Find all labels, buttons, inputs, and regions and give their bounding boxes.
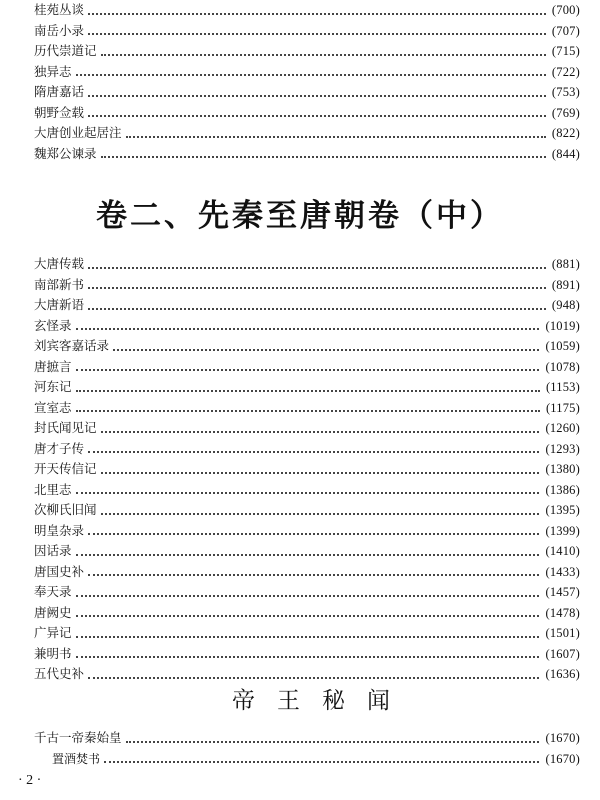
- toc-entry-title: 大唐传载: [34, 256, 85, 271]
- toc-entry: [34, 0, 580, 21]
- dot-leader: [76, 586, 540, 597]
- toc-entry-title: 刘宾客嘉话录: [34, 338, 110, 353]
- toc-entry: [34, 459, 580, 480]
- toc-entry: [34, 603, 580, 624]
- dot-leader: [126, 732, 540, 743]
- toc-entry: [34, 316, 580, 337]
- toc-entry-title: 朝野佥载: [34, 104, 85, 120]
- toc-entry: [34, 62, 580, 83]
- toc-entry-page: (753): [551, 85, 580, 99]
- toc-entry-title: 大唐新语: [34, 297, 85, 312]
- toc-entry-page: (1386): [545, 482, 580, 497]
- dot-leader: [88, 442, 539, 453]
- toc-entry-title: 奉天录: [34, 584, 72, 599]
- dot-leader: [101, 147, 546, 158]
- toc-entry: [34, 82, 580, 103]
- toc-entry-title: 隋唐嘉话: [34, 84, 85, 99]
- toc-entry-page: (1059): [545, 339, 580, 353]
- toc-entry-page: (1395): [545, 503, 580, 517]
- toc-entry: [34, 562, 580, 583]
- toc-entry-title: 封氏闻见记: [34, 420, 97, 435]
- toc-entry: [34, 357, 580, 378]
- toc-entry-title: 独异志: [34, 63, 72, 79]
- dot-leader: [76, 381, 540, 392]
- toc-entry-title: 因话录: [34, 543, 72, 558]
- toc-entry-title: 玄怪录: [34, 317, 72, 333]
- toc-entry-title: 桂苑丛谈: [34, 2, 85, 17]
- toc-entry-title: 南部新书: [34, 276, 85, 292]
- toc-entry-page: (1410): [545, 544, 580, 558]
- toc-entry: [34, 500, 580, 521]
- dot-leader: [76, 647, 540, 658]
- toc-entry-title: 千古一帝秦始皇: [34, 730, 122, 745]
- dot-leader: [88, 106, 546, 117]
- toc-entry-title: 历代崇道记: [34, 43, 97, 58]
- dot-leader: [88, 86, 546, 97]
- toc-entry: [34, 41, 580, 62]
- toc-entry-page: (881): [551, 257, 580, 271]
- toc-entry: [34, 728, 580, 749]
- dot-leader: [101, 504, 540, 515]
- toc-entry: [34, 295, 580, 316]
- section-heading: 帝王秘闻: [232, 688, 412, 714]
- toc-entry: [34, 541, 580, 562]
- dot-leader: [88, 278, 546, 289]
- dot-leader: [76, 360, 540, 371]
- dot-leader: [88, 668, 539, 679]
- toc-entry: [34, 254, 580, 275]
- toc-entry-page: (1670): [545, 751, 580, 766]
- dot-leader: [88, 524, 539, 535]
- toc-entry-title: 河东记: [34, 379, 72, 394]
- toc-entry-page: (822): [551, 126, 580, 140]
- toc-entry-title: 广异记: [34, 625, 72, 640]
- dot-leader: [101, 422, 540, 433]
- toc-entry-page: (1607): [545, 646, 580, 661]
- toc-entry-title: 唐阙史: [34, 604, 72, 620]
- dot-leader: [113, 340, 539, 351]
- toc-entry-title: 大唐创业起居注: [34, 125, 122, 140]
- footer-page-number: · 2 ·: [18, 773, 42, 788]
- toc-entry-page: (1670): [545, 731, 580, 745]
- toc-entry-page: (1433): [545, 564, 580, 579]
- toc-entry-page: (700): [551, 3, 580, 17]
- toc-entry: [34, 521, 580, 542]
- toc-entry-title: 唐才子传: [34, 440, 85, 456]
- toc-entry-page: (844): [551, 146, 580, 161]
- toc-entry: [34, 123, 580, 144]
- dot-leader: [88, 4, 546, 15]
- dot-leader: [76, 401, 540, 412]
- toc-entry-page: (722): [551, 64, 580, 79]
- toc-entry-page: (891): [551, 277, 580, 292]
- toc-entry-page: (1153): [545, 380, 580, 394]
- dot-leader: [76, 627, 540, 638]
- toc-entry: [34, 21, 580, 42]
- toc-entry: [34, 582, 580, 603]
- toc-entry-page: (1019): [545, 318, 580, 333]
- toc-entry-page: (1399): [545, 523, 580, 538]
- volume-title: 卷二、先秦至唐朝卷（中）: [96, 198, 504, 234]
- dot-leader: [76, 483, 540, 494]
- toc-entry-title: 魏郑公谏录: [34, 145, 97, 161]
- toc-entry-page: (1501): [545, 626, 580, 640]
- toc-entry: [34, 749, 580, 770]
- toc-entry-page: (1260): [545, 421, 580, 435]
- toc-entry-title: 次柳氏旧闻: [34, 502, 97, 517]
- toc-entry-title: 置酒焚书: [52, 751, 101, 766]
- dot-leader: [101, 463, 540, 474]
- toc-entry-title: 南岳小录: [34, 22, 85, 38]
- dot-leader: [88, 258, 546, 269]
- toc-entry-page: (1478): [545, 605, 580, 620]
- toc-entry-page: (715): [551, 44, 580, 58]
- dot-leader: [76, 319, 540, 330]
- toc-entry-page: (1636): [545, 667, 580, 681]
- toc-entry-title: 唐摭言: [34, 358, 72, 374]
- toc-entry: [34, 336, 580, 357]
- dot-leader: [104, 752, 539, 763]
- dot-leader: [126, 127, 546, 138]
- toc-entry: [34, 644, 580, 665]
- toc-entry-title: 宣室志: [34, 399, 72, 415]
- toc-entry-page: (1175): [545, 400, 580, 415]
- toc-entry-title: 五代史补: [34, 666, 85, 681]
- toc-entry: [34, 144, 580, 165]
- toc-entry-title: 明皇杂录: [34, 522, 85, 538]
- toc-entry: [34, 103, 580, 124]
- toc-entry: [34, 623, 580, 644]
- toc-entry-page: (707): [551, 23, 580, 38]
- dot-leader: [101, 45, 546, 56]
- toc-entry: [34, 480, 580, 501]
- dot-leader: [88, 299, 546, 310]
- toc-entry-page: (1078): [545, 359, 580, 374]
- toc-entry-title: 唐国史补: [34, 563, 85, 579]
- dot-leader: [76, 65, 546, 76]
- toc-entry-page: (948): [551, 298, 580, 312]
- dot-leader: [88, 565, 539, 576]
- toc-entry-page: (769): [551, 105, 580, 120]
- dot-leader: [76, 606, 540, 617]
- toc-entry: [34, 275, 580, 296]
- toc-entry: [34, 398, 580, 419]
- toc-entry-page: (1457): [545, 585, 580, 599]
- toc-entry-page: (1293): [545, 441, 580, 456]
- toc-entry-page: (1380): [545, 462, 580, 476]
- toc-entry: [34, 377, 580, 398]
- dot-leader: [76, 545, 540, 556]
- toc-entry-title: 兼明书: [34, 645, 72, 661]
- toc-list-middle: [34, 254, 580, 685]
- toc-entry-title: 北里志: [34, 481, 72, 497]
- dot-leader: [88, 24, 546, 35]
- toc-entry: [34, 439, 580, 460]
- toc-entry: [34, 418, 580, 439]
- toc-list-bottom: [34, 728, 580, 769]
- toc-entry-title: 开天传信记: [34, 461, 97, 476]
- toc-list-top: [34, 0, 580, 164]
